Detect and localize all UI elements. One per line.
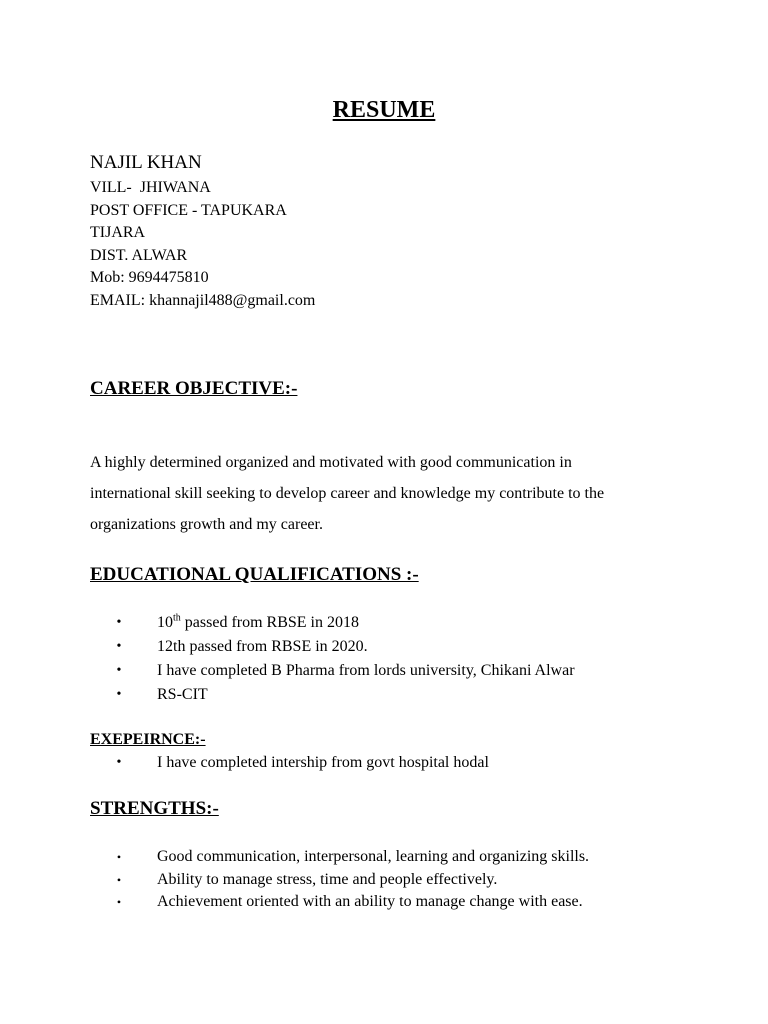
list-item: • I have completed B Pharma from lords university, Chikani Alwar <box>0 659 575 683</box>
village-line: VILL- JHIWANA <box>90 179 211 196</box>
list-item: • 10th passed from RBSE in 2018 <box>0 611 575 635</box>
strengths-heading: STRENGTHS:- <box>90 798 219 819</box>
objective-line: organizations growth and my career. <box>90 516 323 533</box>
email-line: EMAIL: khannajil488@gmail.com <box>90 291 316 309</box>
education-heading: EDUCATIONAL QUALIFICATIONS :- <box>90 564 419 585</box>
town-line: TIJARA <box>90 224 146 242</box>
resume-title: RESUME <box>332 97 436 123</box>
list-item: • 12th passed from RBSE in 2020. <box>0 635 575 659</box>
strengths-list <box>0 846 589 914</box>
career-objective-heading: CAREER OBJECTIVE:- <box>90 378 298 399</box>
district-line: DIST. ALWAR <box>90 246 188 264</box>
bullet-icon: • <box>116 663 122 678</box>
list-item: • Achievement oriented with an ability to manage change with ease. <box>0 891 589 914</box>
list-item: • Ability to manage stress, time and people effectively. <box>0 869 589 892</box>
applicant-name: NAJIL KHAN <box>90 152 202 173</box>
list-item: • Good communication, interpersonal, learning and organizing skills. <box>0 846 589 869</box>
mobile-line: Mob: 9694475810 <box>90 269 209 287</box>
experience-heading: EXEPEIRNCE:- <box>90 731 206 748</box>
career-objective-text <box>90 447 690 540</box>
post-office-line: POST OFFICE - TAPUKARA <box>90 201 287 219</box>
bullet-icon: • <box>116 895 122 909</box>
contact-block <box>90 177 315 313</box>
list-item: • I have completed intership from govt hospital hodal <box>0 751 489 775</box>
bullet-icon: • <box>116 615 122 630</box>
bullet-icon: • <box>116 687 122 702</box>
objective-line: international skill seeking to develop career and knowledge my contribute to the <box>90 485 605 502</box>
objective-line: A highly determined organized and motivated with good communication in <box>90 454 572 471</box>
bullet-icon: • <box>116 755 122 770</box>
education-list <box>0 611 575 707</box>
bullet-icon: • <box>116 639 122 654</box>
list-item: • RS-CIT <box>0 683 575 707</box>
bullet-icon: • <box>116 872 122 887</box>
bullet-icon: • <box>116 850 122 864</box>
experience-list <box>0 751 489 775</box>
